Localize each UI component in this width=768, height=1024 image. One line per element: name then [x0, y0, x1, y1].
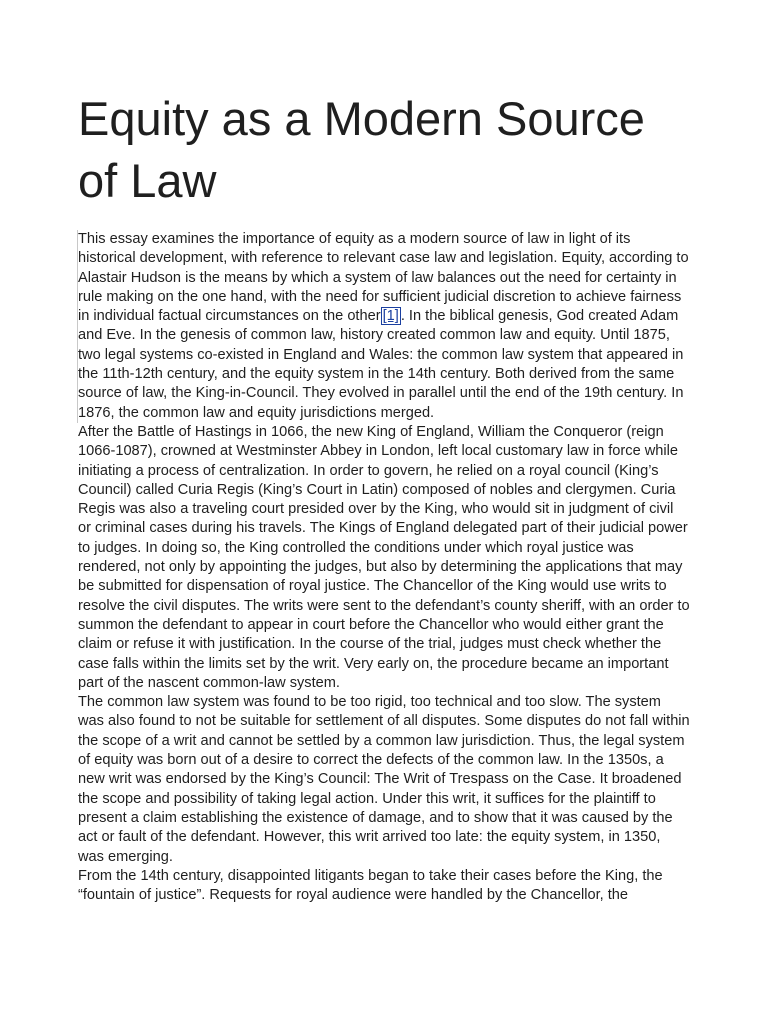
document-page — [78, 0, 690, 905]
document-body — [78, 230, 690, 905]
paragraph-hastings: After the Battle of Hastings in 1066, the new King of England, William the Conqueror (reign 1066-1087), crowned at Westminster Abbey in London, left local customary law in force while initiating a process of centralization. In order to govern, he relied on a royal council (King’s Council) called Curia Regis (King’s Court in Latin) composed of nobles and clergymen. Curia Regis was also a traveling court presided over by the King, who would sit in judgment of civil or criminal cases during his travels. The Kings of England delegated part of their judicial power to judges. In doing so, the King controlled the conditions under which royal justice was rendered, not only by appointing the judges, but also by determining the applications that may be submitted for dispensation of royal justice. The Chancellor of the King would use writs to resolve the civil disputes. The writs were sent to the defendant’s county sheriff, with an order to summon the defendant to appear in court before the Chancellor who would either grant the claim or refuse it with justification. In the course of the trial, judges must check whether the case falls within the limits set by the writ. Very early on, the procedure became an important part of the nascent common-law system. — [78, 423, 690, 691]
paragraph-intro-text-cont: . In the biblical genesis, God created Adam and Eve. In the genesis of common law, history created common law and equity. Until 1875, two legal systems co-existed in England and Wales: the common law system that appeared in the 11th-12th century, and the equity system in the 14th century. Both derived from the same source of law, the King-in-Council. They evolved in parallel until the end of the 19th century. In 1876, the common law and equity jurisdictions merged. — [78, 308, 684, 421]
paragraph-intro — [77, 230, 690, 423]
paragraph-intro-text: This essay examines the importance of equity as a modern source of law in light of its historical development, with reference to relevant case law and legislation. Equity, according to Alastair Hudson is the means by which a system of law balances out the need for certainty in rule making on the one hand, with the need for sufficient judicial discretion to achieve fairness in individual factual circumstances on the other — [78, 231, 689, 325]
paragraph-common-law-defects: The common law system was found to be too rigid, too technical and too slow. The system was also found to not be suitable for settlement of all disputes. Some disputes do not fall within the scope of a writ and cannot be settled by a common law jurisdiction. Thus, the legal system of equity was born out of a desire to correct the defects of the common law. In the 1350s, a new writ was endorsed by the King’s Council: The Writ of Trespass on the Case. It broadened the scope and possibility of taking legal action. Under this writ, it suffices for the plaintiff to present a claim establishing the existence of damage, and to show that it was caused by the act or fault of the defendant. However, this writ arrived too late: the equity system, in 1350, was emerging. — [78, 694, 690, 865]
footnote-link-1[interactable]: [1] — [382, 308, 399, 325]
paragraph-fountain-of-justice: From the 14th century, disappointed litigants began to take their cases before the King, the “fountain of justice”. Requests for royal audience were handled by the Chancellor, the — [78, 867, 663, 904]
document-title: Equity as a Modern Source of Law — [78, 92, 645, 207]
